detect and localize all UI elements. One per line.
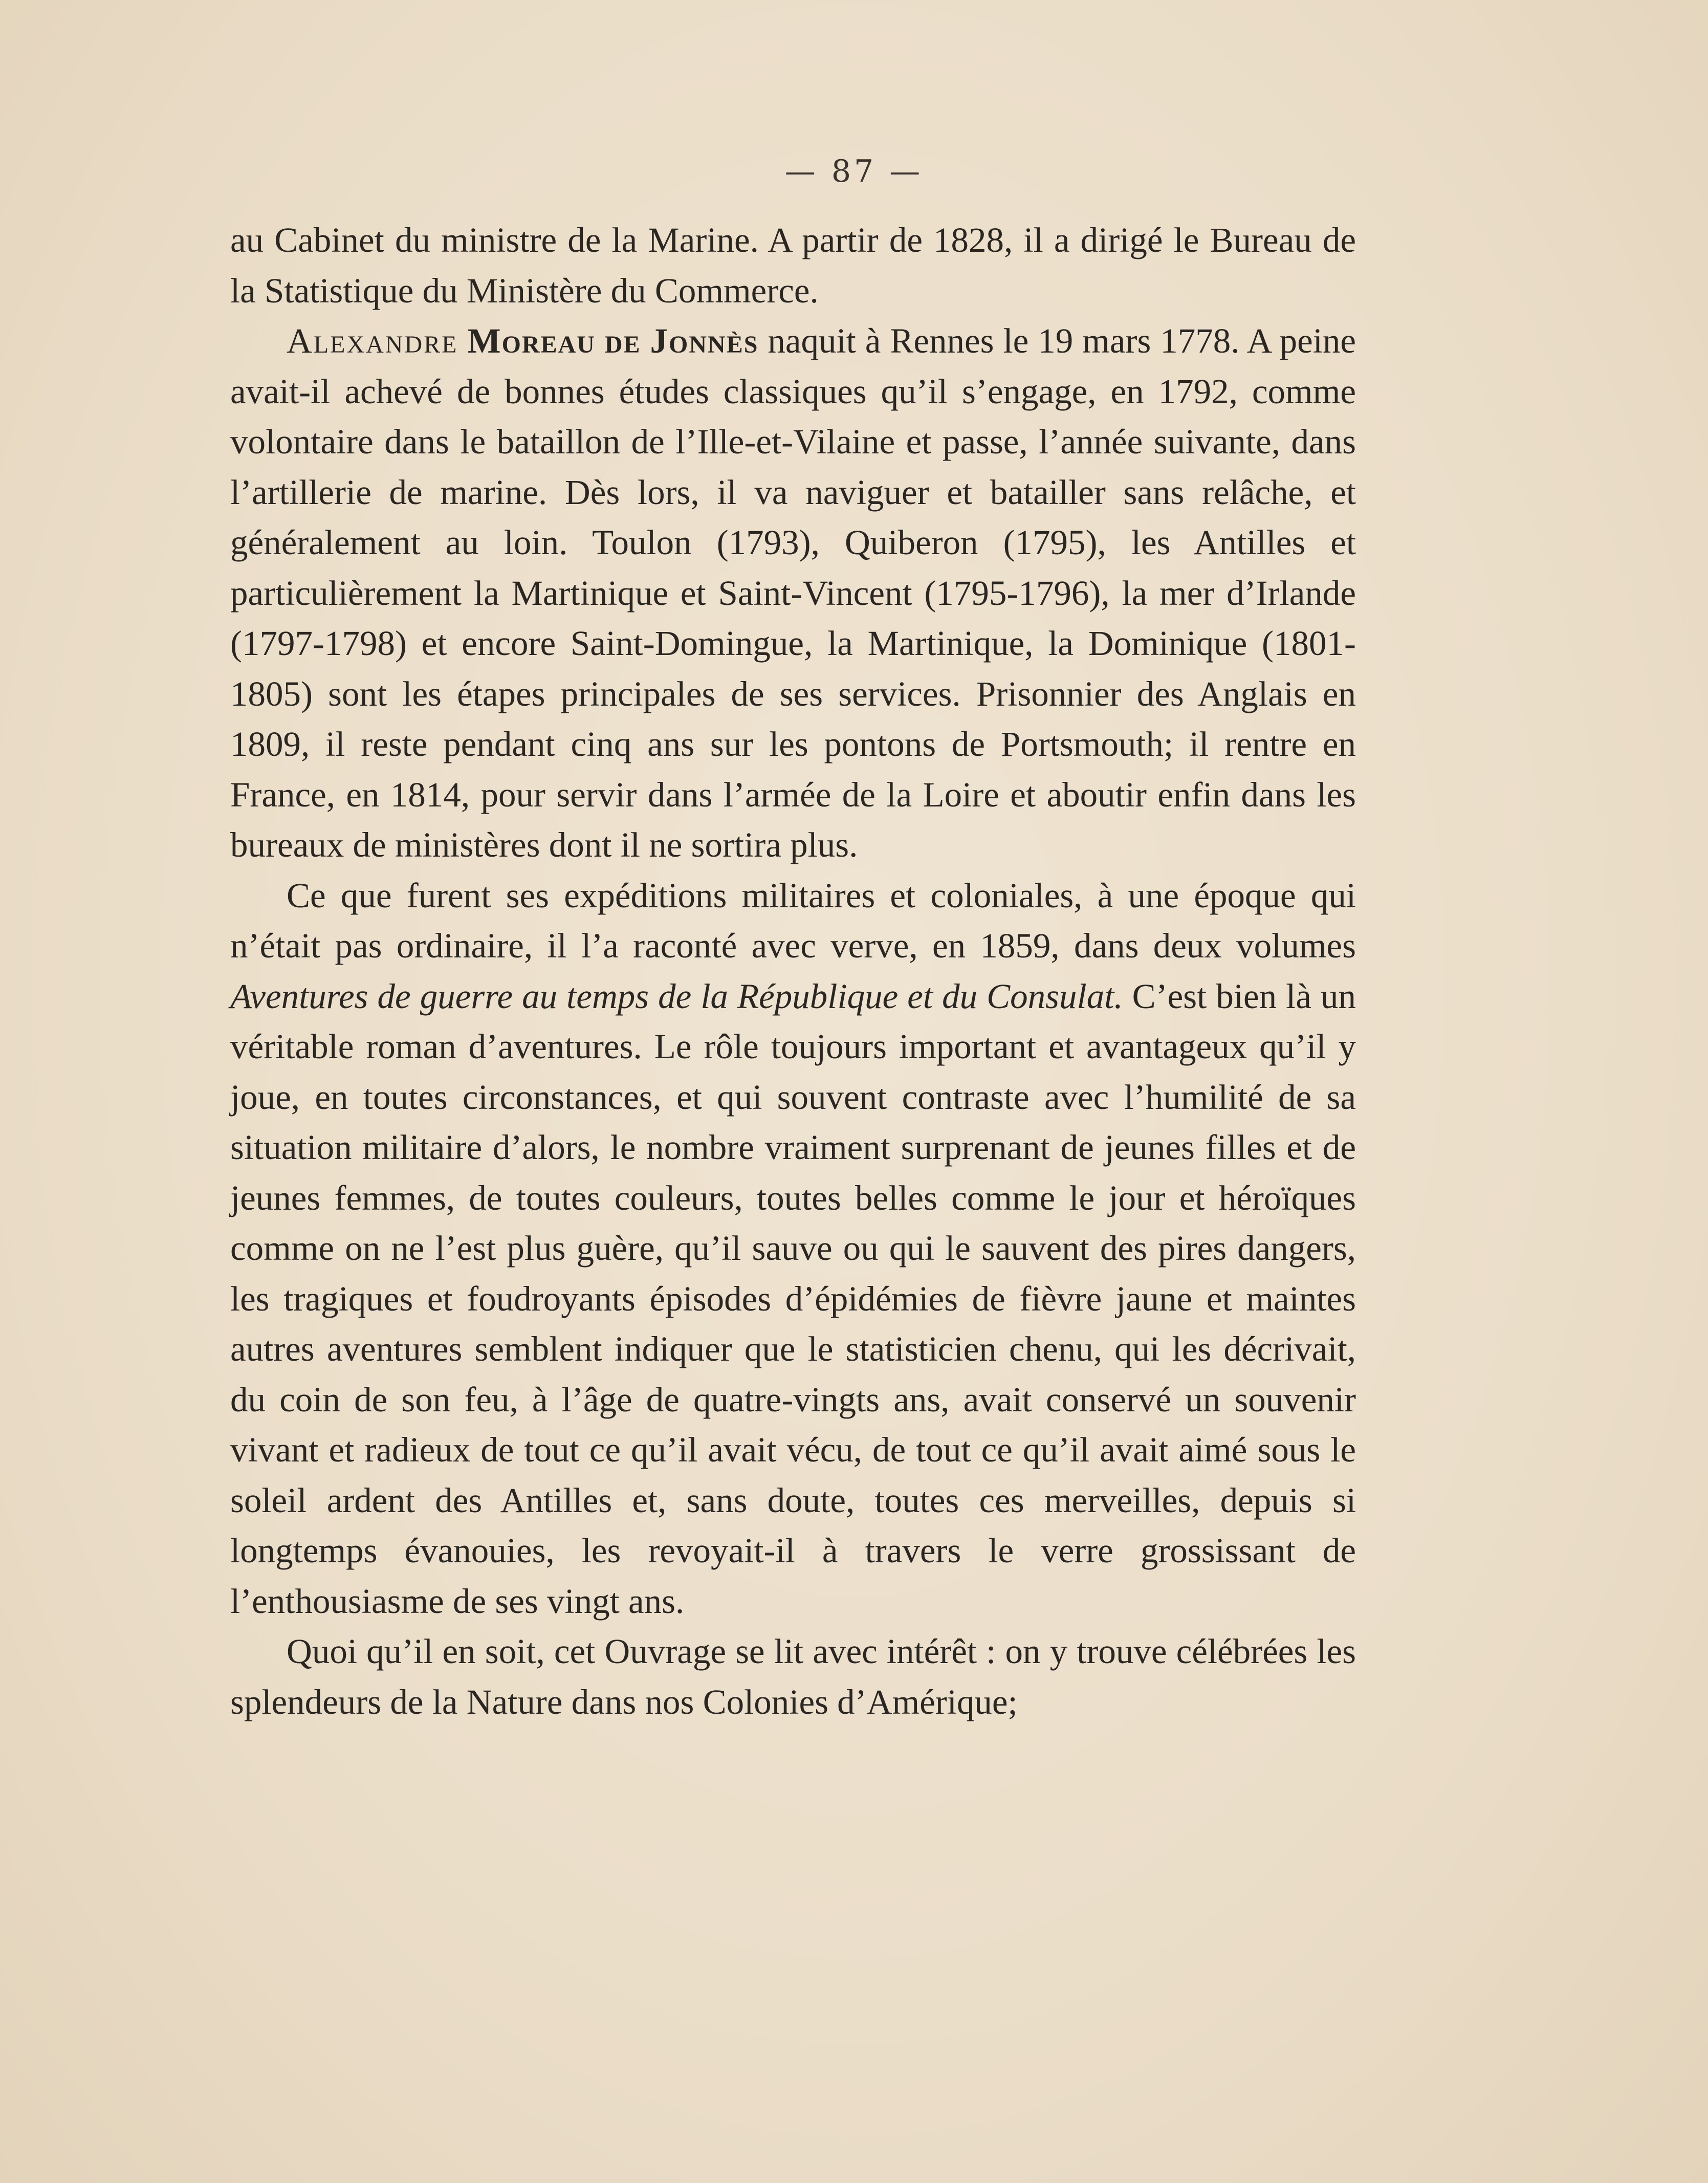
page-number: — 87 — <box>784 154 924 189</box>
body-text <box>230 215 1356 1727</box>
paragraph-memoirs <box>230 870 1356 1627</box>
paragraph-continuation: au Cabinet du ministre de la Marine. A partir de 1828, il a dirigé le Bureau de la Statistique du Ministère du Commerce. <box>230 221 1356 310</box>
biography-text: naquit à Rennes le 19 mars 1778. A peine avait-il achevé de bonnes études classiques qu’il s’engage, en 1792, comme volontaire dans le bataillon de l’Ille-et-Vilaine et passe, l’année suivante, dans l’artillerie de marine. Dès lors, il va naviguer et batailler sans relâche, et généralement au loin. Toulon (1793), Quiberon (1795), les Antilles et particulièrement la Martinique et Saint-Vincent (1795-1796), la mer d’Irlande (1797-1798) et encore Saint-Domingue, la Martinique, la Dominique (1801-1805) sont les étapes principales de ses services. Prisonnier des Anglais en 1809, il reste pendant cinq ans sur les pontons de Portsmouth; il rentre en France, en 1814, pour servir dans l’armée de la Loire et aboutir enfin dans les bureaux de ministères dont il ne sortira plus. <box>230 321 1356 864</box>
author-surname-1: Moreau <box>467 321 596 360</box>
author-first-name: Alexandre <box>287 321 458 360</box>
author-name-particle: de <box>604 321 641 360</box>
paragraph-biography <box>230 316 1356 870</box>
memoirs-text-after: C’est bien là un véritable roman d’aventures. Le rôle toujours important et avantageux qu’il y joue, en toutes circonstances, et qui souvent contraste avec l’humilité de sa situation militaire d’alors, le nombre vraiment surprenant de jeunes filles et de jeunes femmes, de toutes couleurs, toutes belles comme le jour et héroïques comme on ne l’est plus guère, qu’il sauve ou qui le sauvent des pires dangers, les tragiques et foudroyants épisodes d’épidémies de fièvre jaune et maintes autres aventures semblent indiquer que le statisticien chenu, qui les décrivait, du coin de son feu, à l’âge de quatre-vingts ans, avait conservé un souvenir vivant et radieux de tout ce qu’il avait vécu, de tout ce qu’il avait aimé sous le soleil ardent des Antilles et, sans doute, toutes ces merveilles, depuis si longtemps évanouies, les revoyait-il à travers le verre grossissant de l’enthousiasme de ses vingt ans. <box>230 976 1356 1621</box>
memoirs-text-before: Ce que furent ses expéditions militaires et coloniales, à une époque qui n’était pas ordinaire, il l’a raconté avec verve, en 1859, dans deux volumes <box>230 876 1356 965</box>
book-title: Aventures de guerre au temps de la République et du Consulat. <box>230 976 1123 1016</box>
author-surname-2: Jonnès <box>650 321 759 360</box>
paragraph-conclusion: Quoi qu’il en soit, cet Ouvrage se lit avec intérêt : on y trouve célébrées les splendeurs de la Nature dans nos Colonies d’Amérique; <box>230 1632 1356 1721</box>
